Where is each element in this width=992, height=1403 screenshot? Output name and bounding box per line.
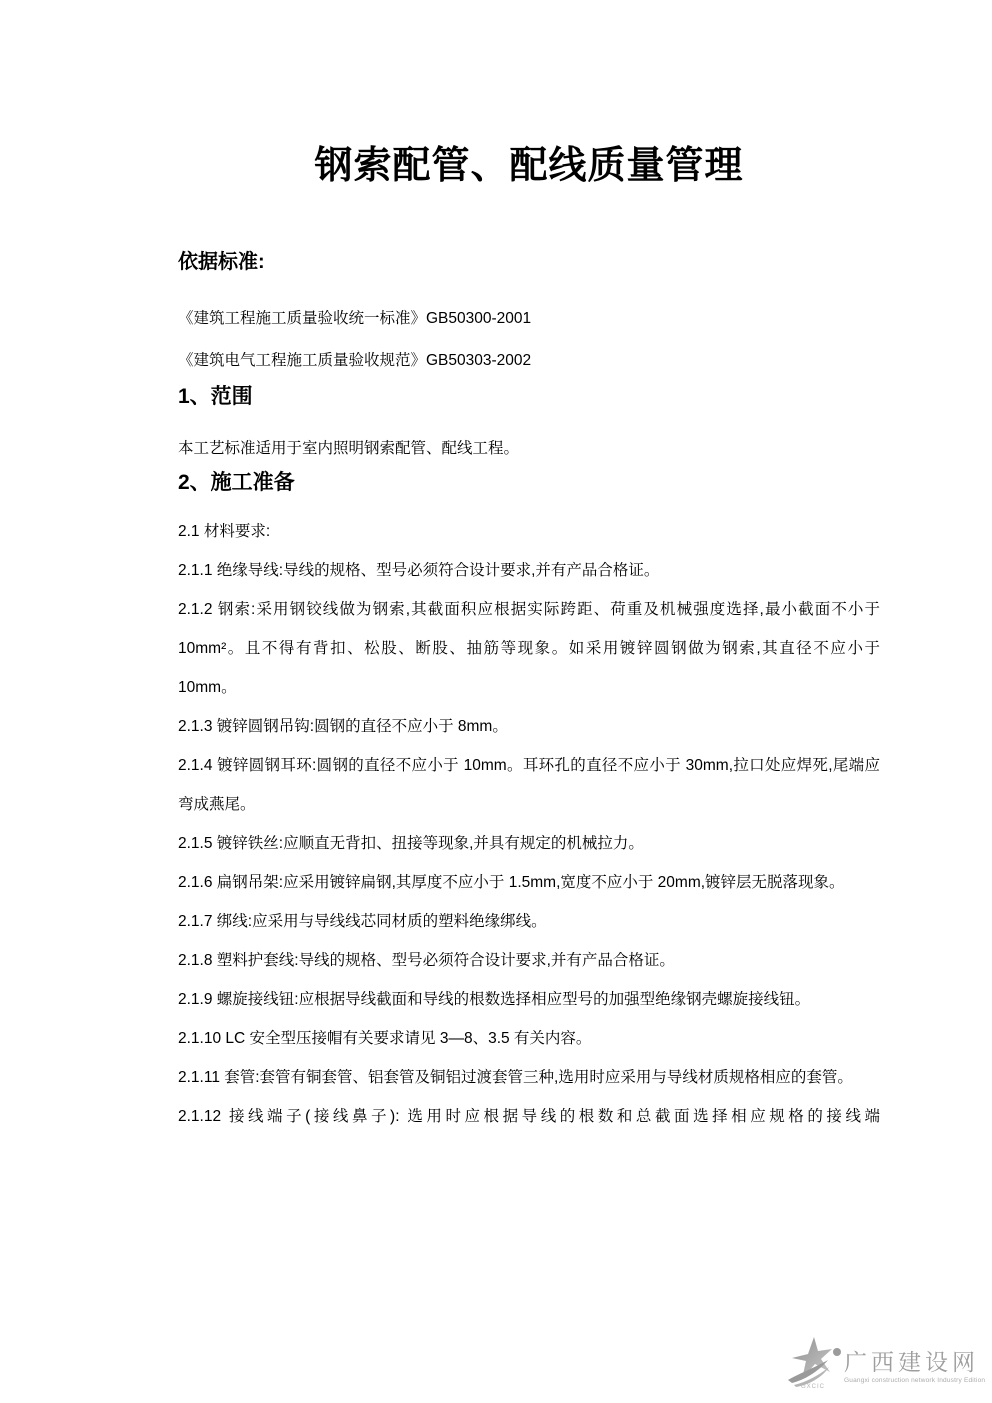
paragraph: 2.1.11 套管:套管有铜套管、铝套管及铜铝过渡套管三种,选用时应采用与导线材质规格相应的套管。 bbox=[178, 1069, 853, 1086]
standards-list bbox=[178, 298, 880, 382]
paragraph: 2.1 材料要求: bbox=[178, 523, 271, 540]
paragraph: 2.1.7 绑线:应采用与导线线芯同材质的塑料绝缘绑线。 bbox=[178, 913, 547, 930]
watermark-subtitle: Guangxi construction network Industry Edition bbox=[844, 1377, 986, 1384]
paragraph: 2.1.5 镀锌铁丝:应顺直无背扣、扭接等现象,并具有规定的机械拉力。 bbox=[178, 835, 644, 852]
star-swoosh-icon bbox=[784, 1336, 842, 1388]
paragraph: 2.1.4 镀锌圆钢耳环:圆钢的直径不应小于 10mm。耳环孔的直径不应小于 30mm,拉口处应焊死,尾端应弯成燕尾。 bbox=[178, 757, 880, 813]
paragraph: 2.1.3 镀锌圆钢吊钩:圆钢的直径不应小于 8mm。 bbox=[178, 718, 508, 735]
paragraph: 本工艺标准适用于室内照明钢索配管、配线工程。 bbox=[178, 440, 520, 457]
paragraph: 2.1.9 螺旋接线钮:应根据导线截面和导线的根数选择相应型号的加强型绝缘钢壳螺旋接线钮。 bbox=[178, 991, 811, 1008]
watermark bbox=[784, 1336, 986, 1398]
section-heading-scope: 1、范围 bbox=[178, 385, 253, 408]
paragraph: 2.1.12 接线端子(接线鼻子): 选用时应根据导线的根数和总截面选择相应规格的接线端 bbox=[178, 1108, 880, 1125]
paragraph: 2.1.10 LC 安全型压接帽有关要求请见 3—8、3.5 有关内容。 bbox=[178, 1030, 592, 1047]
watermark-logo-text: GXCIC bbox=[800, 1384, 825, 1390]
paragraph: 2.1.8 塑料护套线:导线的规格、型号必须符合设计要求,并有产品合格证。 bbox=[178, 952, 675, 969]
document-content bbox=[178, 0, 880, 1136]
paragraph: 2.1.2 钢索:采用钢铰线做为钢索,其截面积应根据实际跨距、荷重及机械强度选择,最小截面不小于 10mm²。且不得有背扣、松股、断股、抽筋等现象。如采用镀锌圆钢做为钢索,其直径不应小于 10mm。 bbox=[178, 601, 880, 696]
standard-item: 《建筑电气工程施工质量验收规范》GB50303-2002 bbox=[178, 352, 532, 369]
section-scope-body bbox=[178, 429, 880, 468]
watermark-text-block bbox=[844, 1350, 985, 1385]
page-title: 钢索配管、配线质量管理 bbox=[314, 145, 744, 187]
watermark-title: 广西建设网 bbox=[844, 1350, 979, 1375]
standard-item: 《建筑工程施工质量验收统一标准》GB50300-2001 bbox=[178, 310, 532, 327]
standards-heading: 依据标准: bbox=[178, 251, 265, 273]
section-heading-preparation: 2、施工准备 bbox=[178, 471, 295, 494]
star-logo bbox=[784, 1336, 842, 1396]
paragraph: 2.1.6 扁钢吊架:应采用镀锌扁钢,其厚度不应小于 1.5mm,宽度不应小于 20mm,镀锌层无脱落现象。 bbox=[178, 874, 845, 891]
paragraph: 2.1.1 绝缘导线:导线的规格、型号必须符合设计要求,并有产品合格证。 bbox=[178, 562, 660, 579]
section-preparation-body bbox=[178, 512, 880, 1136]
